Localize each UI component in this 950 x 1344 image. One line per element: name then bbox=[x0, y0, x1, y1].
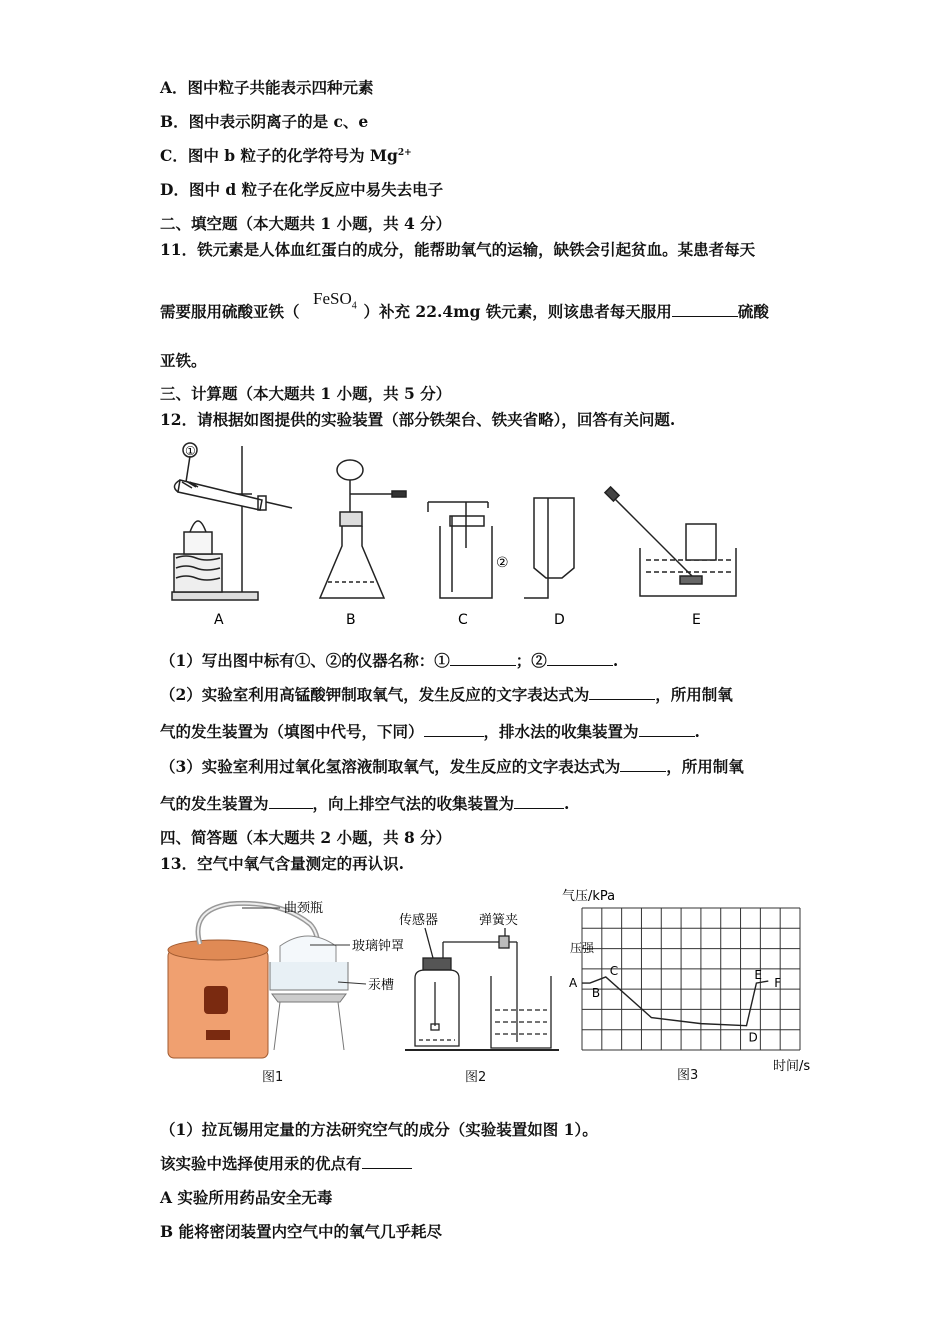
fig2-svg bbox=[399, 906, 565, 1056]
caption-fig2: 图2 bbox=[465, 1070, 487, 1085]
q12-p2-a: （2）实验室利用高锰酸钾制取氧气，发生反应的文字表达式为 bbox=[160, 685, 590, 704]
q13-option-a: A 实验所用药品安全无毒 bbox=[160, 1188, 333, 1207]
fig1-svg bbox=[160, 890, 405, 1060]
q11-line-2-a: 需要服用硫酸亚铁（ bbox=[160, 302, 300, 321]
q12-p2-b: ，所用制氧 bbox=[655, 685, 733, 704]
q11-line-3: 亚铁。 bbox=[160, 351, 207, 370]
q12-p3-a: （3）实验室利用过氧化氢溶液制取氧气，发生反应的文字表达式为 bbox=[160, 757, 621, 776]
q12-blank-4[interactable] bbox=[424, 722, 484, 737]
q10-option-d: D．图中 d 粒子在化学反应中易失去电子 bbox=[160, 180, 444, 199]
point-label-b: B bbox=[591, 986, 601, 1001]
fig2-label-clamp: 弹簧夹 bbox=[479, 913, 519, 928]
q12-p3-e: . bbox=[564, 794, 570, 813]
q10-option-c-text: C．图中 b 粒子的化学符号为 Mg bbox=[160, 146, 398, 165]
apparatus-a bbox=[172, 443, 292, 600]
caption-fig3: 图3 bbox=[677, 1068, 699, 1083]
q12-blank-5[interactable] bbox=[639, 722, 695, 737]
caption-fig1: 图1 bbox=[262, 1070, 284, 1085]
q12-blank-7[interactable] bbox=[269, 794, 313, 809]
apparatus-b bbox=[320, 460, 406, 598]
q11-answer-blank[interactable] bbox=[672, 302, 738, 317]
q13-blank-1[interactable] bbox=[362, 1154, 412, 1169]
point-label-d: D bbox=[748, 1030, 758, 1045]
apparatus-label-c: C bbox=[458, 612, 468, 628]
q12-p2-c: 气的发生装置为（填图中代号，下同） bbox=[160, 722, 424, 741]
fig1-label-bell-jar: 玻璃钟罩 bbox=[352, 939, 405, 954]
q11-formula-sub: 4 bbox=[351, 300, 357, 312]
apparatus-d bbox=[524, 498, 574, 598]
point-label-c: C bbox=[609, 963, 619, 978]
q12-stem: 12．请根据如图提供的实验装置（部分铁架台、铁夹省略），回答有关问题. bbox=[160, 410, 676, 429]
apparatus-label-b: B bbox=[346, 612, 356, 628]
point-label-a: A bbox=[569, 976, 578, 991]
q12-p1-mid: ；② bbox=[515, 651, 547, 670]
q10-option-c-charge: 2+ bbox=[397, 147, 412, 158]
q13-figure-3 bbox=[560, 886, 825, 1081]
q12-apparatus-svg bbox=[160, 436, 760, 636]
q13-figure-1 bbox=[160, 890, 405, 1060]
apparatus-label-d: D bbox=[554, 612, 565, 628]
q12-marker-1: ① bbox=[185, 444, 196, 458]
fig2-label-sensor: 传感器 bbox=[399, 913, 439, 928]
fig1-label-retort: 曲颈瓶 bbox=[284, 901, 324, 916]
section-4-heading: 四、简答题（本大题共 2 小题，共 8 分） bbox=[160, 828, 452, 847]
q12-marker-2: ② bbox=[496, 555, 509, 571]
fig3-x-axis-label: 时间/s bbox=[773, 1059, 811, 1074]
q11-line-1: 11．铁元素是人体血红蛋白的成分，能帮助氧气的运输，缺铁会引起贫血。某患者每天 bbox=[160, 240, 756, 259]
q12-p3-b: ，所用制氧 bbox=[666, 757, 744, 776]
q12-part-2-line2 bbox=[160, 722, 700, 742]
q13-option-b: B 能将密闭装置内空气中的氧气几乎耗尽 bbox=[160, 1222, 442, 1241]
q13-stem: 13．空气中氧气含量测定的再认识. bbox=[160, 854, 404, 873]
fig3-chart-svg bbox=[560, 886, 825, 1081]
q12-p3-c: 气的发生装置为 bbox=[160, 794, 269, 813]
q10-option-b: B．图中表示阴离子的是 c、e bbox=[160, 112, 369, 131]
point-label-e: E bbox=[754, 968, 762, 983]
q12-part-3-line2 bbox=[160, 794, 569, 814]
q12-blank-8[interactable] bbox=[514, 794, 564, 809]
q10-option-a: A．图中粒子共能表示四种元素 bbox=[160, 78, 374, 97]
q12-blank-2[interactable] bbox=[547, 651, 613, 666]
q12-p1-text: （1）写出图中标有①、②的仪器名称：① bbox=[160, 651, 450, 670]
q11-line-2-b: ）补充 22.4mg 铁元素，则该患者每天服用 bbox=[363, 302, 672, 321]
q13-p2-text: 该实验中选择使用汞的优点有 bbox=[160, 1154, 362, 1173]
q12-apparatus-figure bbox=[160, 436, 760, 636]
q11-line-2 bbox=[160, 302, 769, 322]
q13-part-1-question bbox=[160, 1154, 412, 1174]
fig1-label-trough: 汞槽 bbox=[368, 978, 395, 993]
apparatus-e bbox=[605, 487, 736, 596]
q12-p2-d: ，排水法的收集装置为 bbox=[483, 722, 639, 741]
q11-formula-main: FeSO bbox=[313, 289, 352, 308]
section-3-heading: 三、计算题（本大题共 1 小题，共 5 分） bbox=[160, 384, 452, 403]
apparatus-label-e: E bbox=[692, 612, 701, 628]
apparatus-c bbox=[428, 502, 492, 598]
fig3-pressure-label: 压强 bbox=[570, 941, 595, 955]
q12-blank-6[interactable] bbox=[620, 757, 666, 772]
q13-figure-2 bbox=[399, 906, 565, 1056]
q12-part-1 bbox=[160, 651, 618, 671]
q12-blank-1[interactable] bbox=[450, 651, 516, 666]
q12-part-2-line1 bbox=[160, 685, 733, 705]
q12-p1-end: . bbox=[612, 651, 619, 670]
apparatus-label-a: A bbox=[214, 612, 224, 628]
q11-line-2-c: 硫酸 bbox=[737, 302, 769, 321]
q10-option-c bbox=[160, 146, 412, 166]
q12-p2-e: . bbox=[694, 722, 700, 741]
q12-p3-d: ，向上排空气法的收集装置为 bbox=[312, 794, 515, 813]
q12-part-3-line1 bbox=[160, 757, 744, 777]
q13-part-1: （1）拉瓦锡用定量的方法研究空气的成分（实验装置如图 1）。 bbox=[160, 1120, 598, 1139]
point-label-f: F bbox=[774, 976, 782, 991]
section-2-heading: 二、填空题（本大题共 1 小题，共 4 分） bbox=[160, 214, 452, 233]
fig3-y-axis-label: 气压/kPa bbox=[562, 889, 616, 904]
q12-blank-3[interactable] bbox=[589, 685, 655, 700]
